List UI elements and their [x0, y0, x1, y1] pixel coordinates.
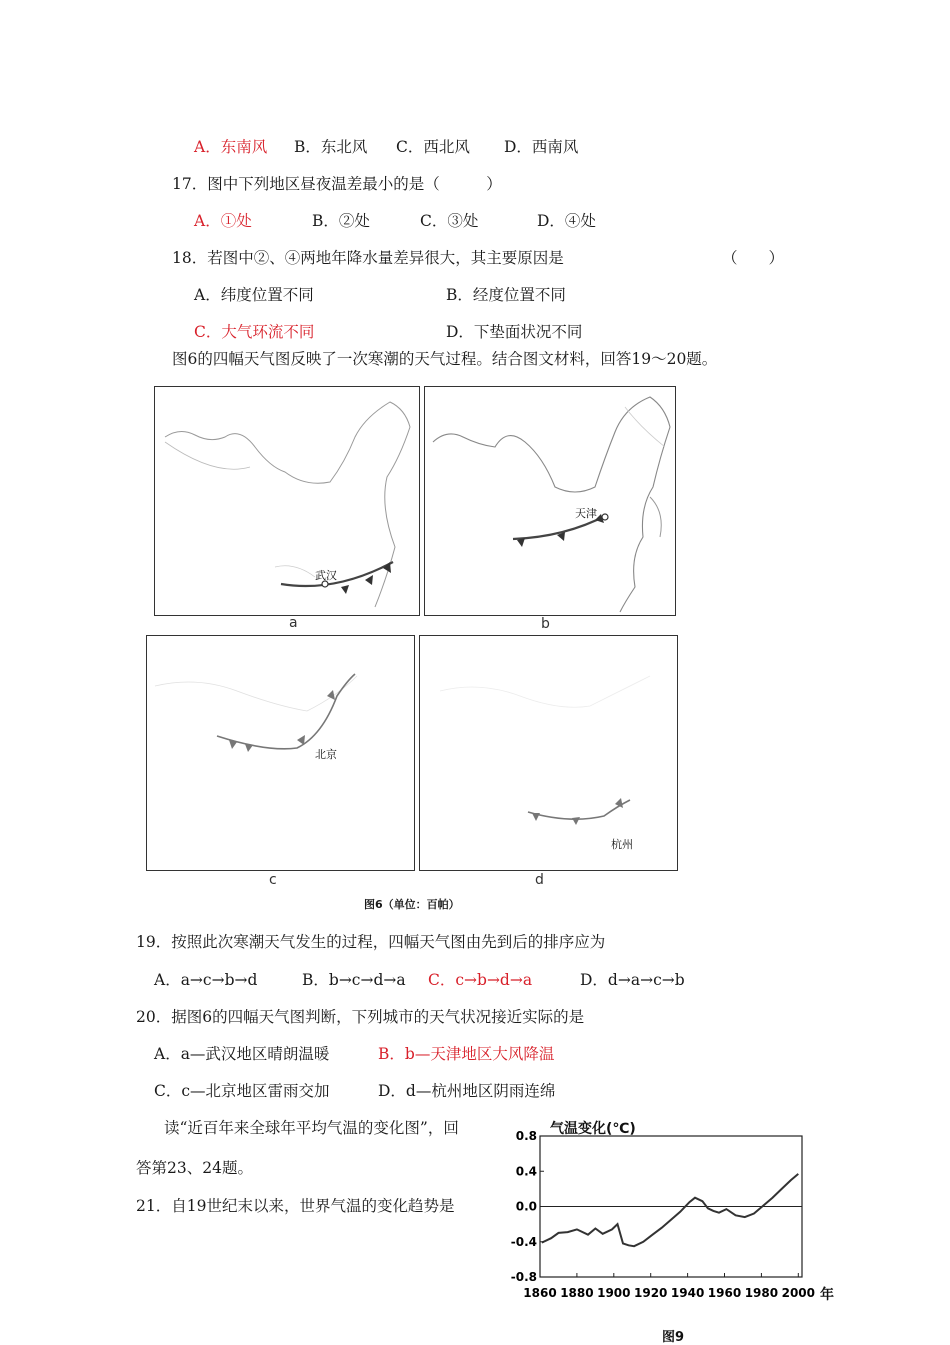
- fig6-caption: 图6（单位：百帕）: [364, 898, 460, 911]
- map-c-label: c: [269, 872, 277, 888]
- temperature-series-line: [542, 1174, 799, 1246]
- q20-stem: 20．据图6的四幅天气图判断，下列城市的天气状况接近实际的是: [136, 1008, 585, 1026]
- x-tick-label: 1860: [523, 1286, 557, 1300]
- q18-bracket: （ ）: [722, 249, 785, 267]
- q16-option-d: D．西南风: [504, 138, 579, 156]
- q16-option-a: A．东南风: [194, 138, 268, 156]
- fig9-intro-line1: 读“近百年来全球年平均气温的变化图”，回: [164, 1119, 459, 1137]
- q20-option-b: B．b—天津地区大风降温: [378, 1045, 555, 1063]
- x-tick-label: 1880: [560, 1286, 594, 1300]
- weather-map-c: [146, 635, 415, 871]
- x-tick-label: 1980: [744, 1286, 779, 1300]
- q19-option-d: D．d→a→c→b: [580, 971, 685, 989]
- q16-option-b: B．东北风: [294, 138, 368, 156]
- chart-caption: 图9: [662, 1330, 685, 1345]
- x-tick-label: 1960: [707, 1286, 742, 1300]
- y-tick-label: -0.4: [510, 1234, 537, 1249]
- q20-option-d: D．d—杭州地区阴雨连绵: [378, 1082, 556, 1100]
- map-d-city-label: 杭州: [611, 838, 633, 851]
- q21-stem: 21．自19世纪末以来，世界气温的变化趋势是: [136, 1197, 455, 1215]
- x-tick-label: 1940: [670, 1286, 705, 1300]
- y-tick-label: -0.8: [510, 1270, 537, 1284]
- q19-stem: 19．按照此次寒潮天气发生的过程，四幅天气图由先到后的排序应为: [136, 933, 606, 951]
- x-tick-label: 2000: [781, 1286, 816, 1300]
- q18-stem: 18．若图中②、④两地年降水量差异很大，其主要原因是: [172, 249, 564, 267]
- q18-option-d: D．下垫面状况不同: [446, 323, 583, 341]
- chart-xlabel: 年: [820, 1287, 834, 1303]
- map-c-city-label: 北京: [315, 748, 337, 761]
- weather-map-a: [154, 386, 420, 616]
- y-tick-label: 0.8: [515, 1129, 537, 1143]
- q20-option-a: A．a—武汉地区晴朗温暖: [154, 1045, 330, 1063]
- temperature-chart: [500, 1125, 845, 1325]
- fig9-intro-line2: 答第23、24题。: [136, 1159, 253, 1177]
- x-tick-label: 1920: [634, 1286, 668, 1300]
- q18-option-b: B．经度位置不同: [446, 286, 566, 304]
- chart-title: 气温变化(℃): [550, 1121, 636, 1137]
- q19-option-b: B．b→c→d→a: [302, 971, 406, 989]
- map-d-label: d: [535, 872, 544, 888]
- x-tick-label: 1900: [597, 1286, 631, 1300]
- q19-option-a: A．a→c→b→d: [154, 971, 258, 989]
- q19-option-c: C．c→b→d→a: [428, 971, 533, 989]
- map-b-label: b: [541, 616, 550, 632]
- q18-option-a: A．纬度位置不同: [194, 286, 314, 304]
- map-a-city-label: 武汉: [315, 569, 337, 582]
- q17-stem: 17．图中下列地区昼夜温差最小的是（ ）: [172, 175, 502, 193]
- q17-option-a: A．①处: [194, 212, 252, 230]
- map-a-label: a: [289, 615, 298, 631]
- y-tick-label: 0.4: [515, 1164, 537, 1179]
- weather-map-d: [419, 635, 678, 871]
- fig6-intro: 图6的四幅天气图反映了一次寒潮的天气过程。结合图文材料，回答19～20题。: [172, 350, 718, 368]
- q17-option-d: D．④处: [537, 212, 596, 230]
- map-b-city-label: 天津: [575, 507, 597, 520]
- q17-option-b: B．②处: [312, 212, 370, 230]
- q20-option-c: C．c—北京地区雷雨交加: [154, 1082, 330, 1100]
- q16-option-c: C．西北风: [396, 138, 470, 156]
- weather-map-b: [424, 386, 676, 616]
- q18-option-c: C．大气环流不同: [194, 323, 315, 341]
- y-tick-label: 0.0: [515, 1199, 537, 1214]
- q17-option-c: C．③处: [420, 212, 479, 230]
